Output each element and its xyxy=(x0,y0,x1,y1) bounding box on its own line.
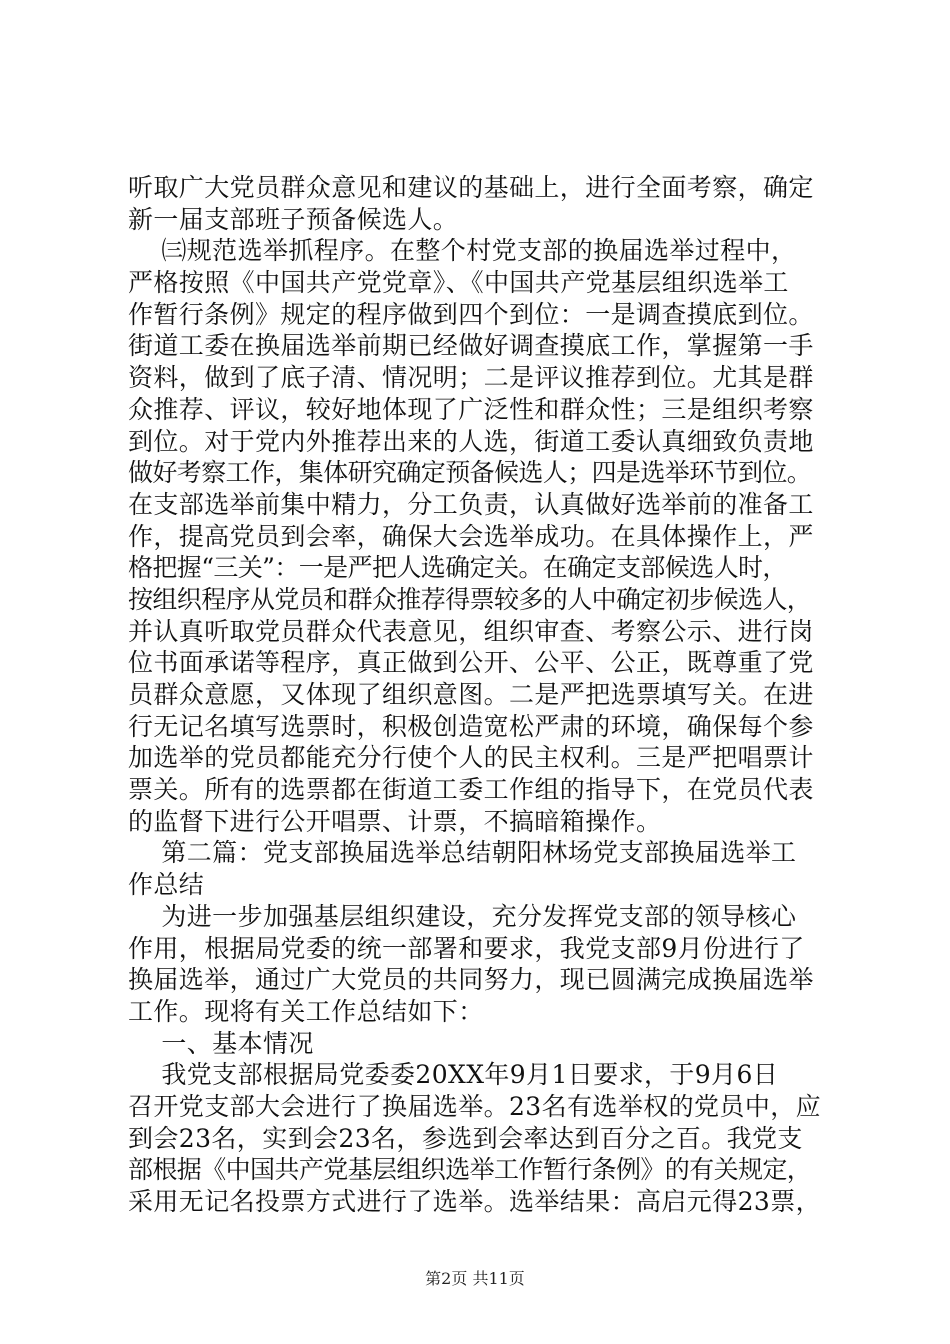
text-line: 格把握“三关”：一是严把人选确定关。在确定支部候选人时， xyxy=(128,553,787,583)
text-line: 行无记名填写选票时，积极创造宽松严肃的环境，确保每个参 xyxy=(128,711,814,741)
text-line: ㈢规范选举抓程序。在整个村党支部的换届选举过程中， xyxy=(128,236,797,266)
text-line: 采用无记名投票方式进行了选举。选举结果：高启元得23票， xyxy=(128,1187,822,1216)
text-line: 工作。现将有关工作总结如下： xyxy=(128,996,484,1026)
text-line: 并认真听取党员群众代表意见，组织审查、考察公示、进行岗 xyxy=(128,616,814,646)
text-line: 街道工委在换届选举前期已经做好调查摸底工作，掌握第一手 xyxy=(128,331,814,361)
text-line: 作暂行条例》规定的程序做到四个到位：一是调查摸底到位。 xyxy=(128,299,814,329)
text-line: 按组织程序从党员和群众推荐得票较多的人中确定初步候选人， xyxy=(128,584,812,614)
text-line: 到位。对于党内外推荐出来的人选，街道工委认真细致负责地 xyxy=(128,426,814,456)
section-heading: 第二篇：党支部换届选举总结朝阳林场党支部换届选举工 xyxy=(128,838,797,868)
page-footer: 第2页 共11页 xyxy=(425,1269,525,1288)
text-line: 在支部选举前集中精力，分工负责，认真做好选举前的准备工 xyxy=(128,489,814,519)
text-line: 资料，做到了底子清、情况明；二是评议推荐到位。尤其是群 xyxy=(128,363,814,393)
text-line: 做好考察工作，集体研究确定预备候选人；四是选举环节到位。 xyxy=(128,458,812,488)
text-line: 加选举的党员都能充分行使个人的民主权利。三是严把唱票计 xyxy=(128,743,814,773)
subsection-heading: 一、基本情况 xyxy=(128,1028,314,1058)
text-line: 票关。所有的选票都在街道工委工作组的指导下，在党员代表 xyxy=(128,775,814,805)
text-line: 的监督下进行公开唱票、计票，不搞暗箱操作。 xyxy=(128,806,662,836)
text-line: 新一届支部班子预备候选人。 xyxy=(128,204,459,234)
section-heading-cont: 作总结 xyxy=(128,870,205,900)
text-line: 位书面承诺等程序，真正做到公开、公平、公正，既尊重了党 xyxy=(128,648,814,678)
text-line: 部根据《中国共产党基层组织选举工作暂行条例》的有关规定， xyxy=(128,1155,812,1185)
text-line: 我党支部根据局党委委20XX年9月1日要求，于9月6日 xyxy=(128,1060,779,1090)
text-line: 听取广大党员群众意见和建议的基础上，进行全面考察，确定 xyxy=(128,173,814,202)
text-line: 员群众意愿，又体现了组织意图。二是严把选票填写关。在进 xyxy=(128,680,814,709)
document-body xyxy=(128,172,838,1218)
text-line: 众推荐、评议，较好地体现了广泛性和群众性；三是组织考察 xyxy=(128,394,814,424)
text-line: 到会23名，实到会23名，参选到会率达到百分之百。我党支 xyxy=(128,1123,803,1153)
text-line: 作用，根据局党委的统一部署和要求，我党支部9月份进行了 xyxy=(128,933,805,963)
text-line: 作，提高党员到会率，确保大会选举成功。在具体操作上，严 xyxy=(128,521,814,551)
text-line: 为进一步加强基层组织建设，充分发挥党支部的领导核心 xyxy=(128,901,797,931)
text-line: 召开党支部大会进行了换届选举。23名有选举权的党员中，应 xyxy=(128,1091,822,1121)
text-line: 换届选举，通过广大党员的共同努力，现已圆满完成换届选举 xyxy=(128,965,814,995)
text-line: 严格按照《中国共产党党章》、《中国共产党基层组织选举工 xyxy=(128,268,789,298)
